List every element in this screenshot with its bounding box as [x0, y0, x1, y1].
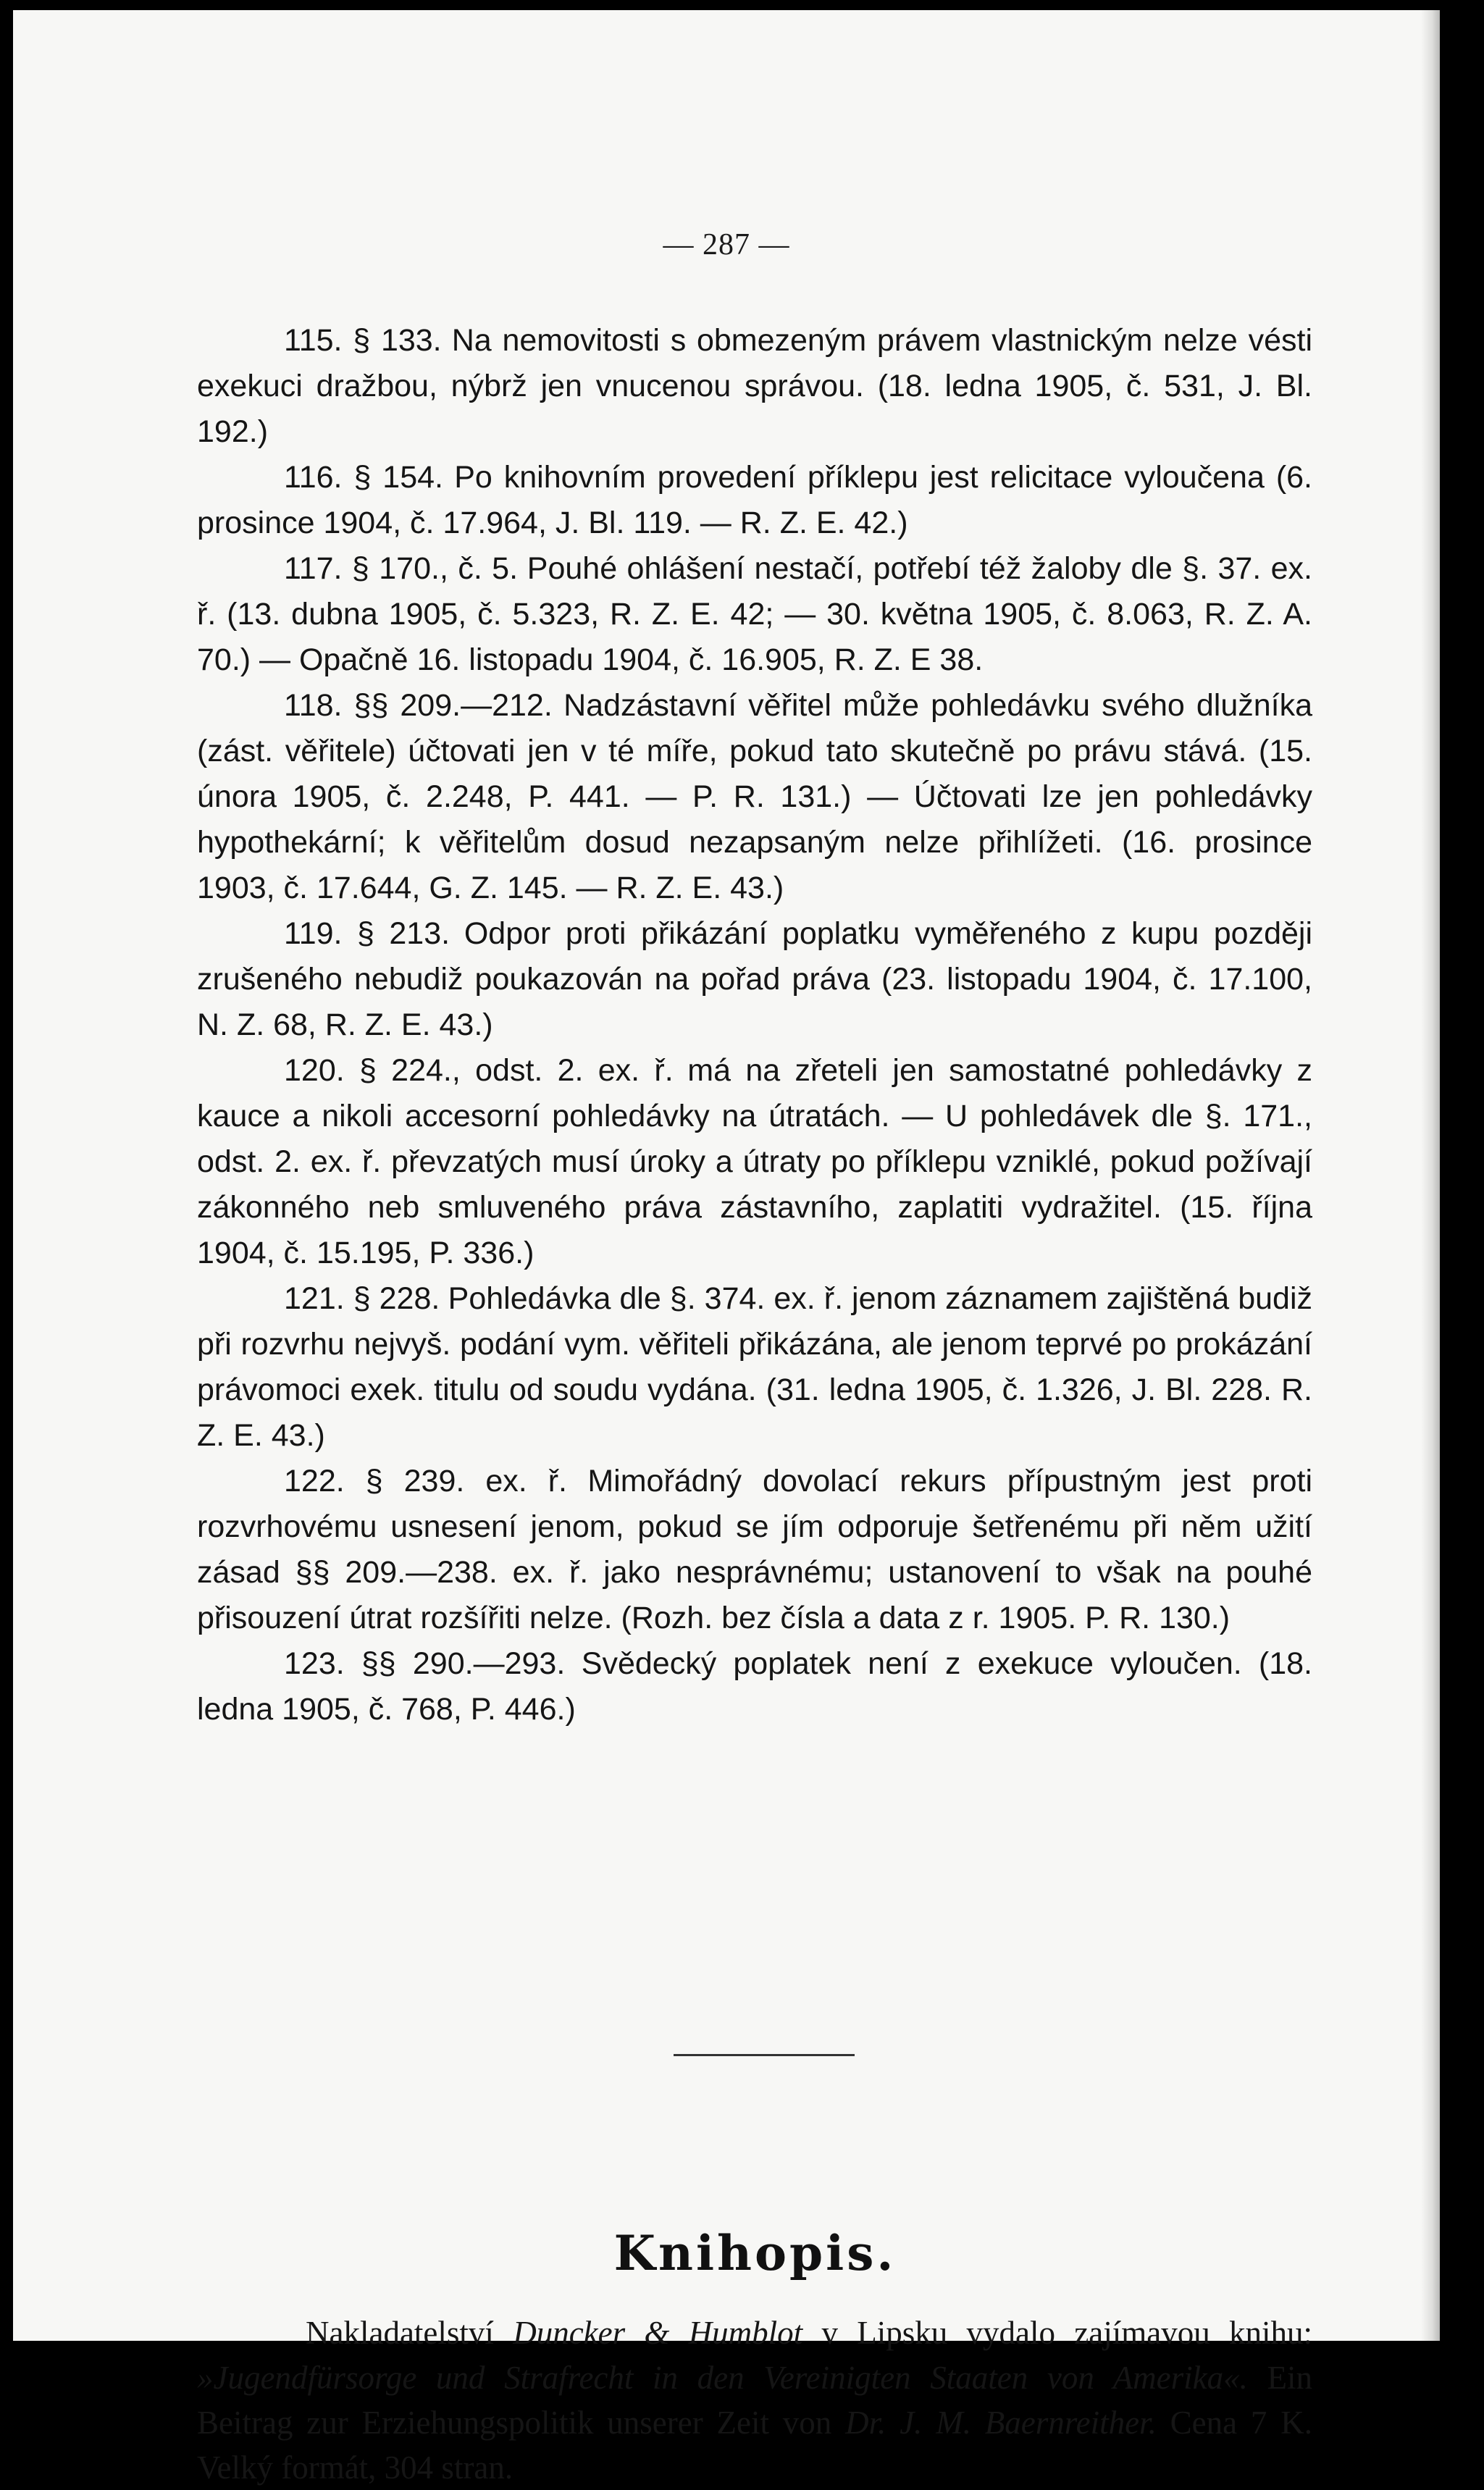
section-title: Knihopis.	[613, 2225, 897, 2281]
entry-body: má na zřeteli jen samostatné pohledávky z kauce a nikoli accesorní pohledávky na útratách. — U pohledávek dle §. 171., odst. 2. ex. ř. převzatých musí úroky a útraty po příklepu vzniklé, pokud požívají zákonného neb smluveného práva zástavního, zaplatiti vydražitel. (15. října 1904, č. 15.195, P. 336.)	[197, 1053, 1313, 1270]
entry-head: 116. § 154.	[284, 460, 443, 495]
list-item	[197, 682, 1312, 910]
list-item	[197, 1458, 1312, 1640]
list-item	[197, 454, 1312, 545]
review-text: Cena 7 K. Velký formát, 304 stran.	[197, 2405, 1312, 2486]
section-divider	[674, 2054, 855, 2056]
entry-body: Svědecký poplatek není z exekuce vyloučen. (18. ledna 1905, č. 768, P. 446.)	[197, 1646, 1313, 1727]
book-review	[197, 2310, 1312, 2490]
page-edge-shadow	[1421, 10, 1440, 2341]
list-item	[197, 317, 1312, 454]
list-item	[197, 1275, 1312, 1458]
review-text: v Lipsku vydalo zajímavou knihu:	[821, 2315, 1313, 2351]
review-text: Nakladatelství	[306, 2315, 494, 2351]
entry-body: Na nemovitosti s obmezeným právem vlastnickým nelze vésti exekuci dražbou, nýbrž jen vnucenou správou. (18. ledna 1905, č. 531, J. Bl. 192.)	[197, 323, 1313, 449]
entry-head: 121. § 228.	[284, 1281, 440, 1316]
entry-body: Mimořádný dovolací rekurs přípustným jest proti rozvrhovému usnesení jenom, pokud se jím odporuje šetřenému při něm užití zásad §§ 209.—238. ex. ř. jako nesprávnému; ustanovení to však na pouhé přisouzení útrat rozšířiti nelze. (Rozh. bez čísla a data z r. 1905. P. R. 130.)	[197, 1464, 1312, 1635]
entry-head: 122. § 239. ex. ř.	[284, 1464, 568, 1498]
list-item	[197, 1640, 1312, 1732]
entry-head: 119. § 213.	[284, 916, 450, 951]
publisher-name: Duncker & Humblot	[513, 2315, 803, 2351]
entry-head: 115. § 133.	[284, 323, 442, 358]
entry-head: 117. § 170., č. 5.	[284, 551, 519, 586]
author-name: Dr. J. M. Baernreither.	[845, 2405, 1157, 2441]
decision-list	[197, 317, 1312, 1732]
entry-head: 120. § 224., odst. 2. ex. ř.	[284, 1053, 674, 1088]
entry-body: Nadzástavní věřitel může pohledávku svého dlužníka (zást. věřitele) účtovati jen v té míře, pokud tato skutečně po právu stává. (15. února 1905, č. 2.248, P. 441. — P. R. 131.) — Účtovati lze jen pohledávky hypothekární; k věřitelům dosud nezapsaným nelze přihlížeti. (16. prosince 1903, č. 17.644, G. Z. 145. — R. Z. E. 43.)	[197, 688, 1313, 905]
entry-body: Pohledávka dle §. 374. ex. ř. jenom záznamem zajištěná budiž při rozvrhu nejvyš. podání vym. věřiteli přikázána, ale jenom teprvé po prokázání právomoci exek. titulu od soudu vydána. (31. ledna 1905, č. 1.326, J. Bl. 228. R. Z. E. 43.)	[197, 1281, 1312, 1453]
book-title: »Jugendfürsorge und Strafrecht in den Vereinigten Staaten von Amerika«.	[197, 2360, 1248, 2396]
scanned-page	[13, 10, 1440, 2486]
page-number: — 287 —	[663, 228, 790, 261]
entry-body: Po knihovním provedení příklepu jest relicitace vyloučena (6. prosince 1904, č. 17.964, J. Bl. 119. — R. Z. E. 42.)	[197, 460, 1313, 540]
list-item	[197, 910, 1312, 1047]
entry-body: Pouhé ohlášení nestačí, potřebí též žaloby dle §. 37. ex. ř. (13. dubna 1905, č. 5.323, R. Z. E. 42; — 30. května 1905, č. 8.063, R. Z. A. 70.) — Opačně 16. listopadu 1904, č. 16.905, R. Z. E 38.	[197, 551, 1313, 677]
entry-head: 123. §§ 290.—293.	[284, 1646, 566, 1681]
entry-head: 118. §§ 209.—212.	[284, 688, 553, 723]
entry-body: Odpor proti přikázání poplatku vyměřeného z kupu později zrušeného nebudiž poukazován na pořad práva (23. listopadu 1904, č. 17.100, N. Z. 68, R. Z. E. 43.)	[197, 916, 1312, 1042]
list-item	[197, 1047, 1312, 1275]
list-item	[197, 545, 1312, 682]
review-text: Ein Beitrag zur Erziehungspolitik unserer Zeit von	[197, 2360, 1312, 2441]
